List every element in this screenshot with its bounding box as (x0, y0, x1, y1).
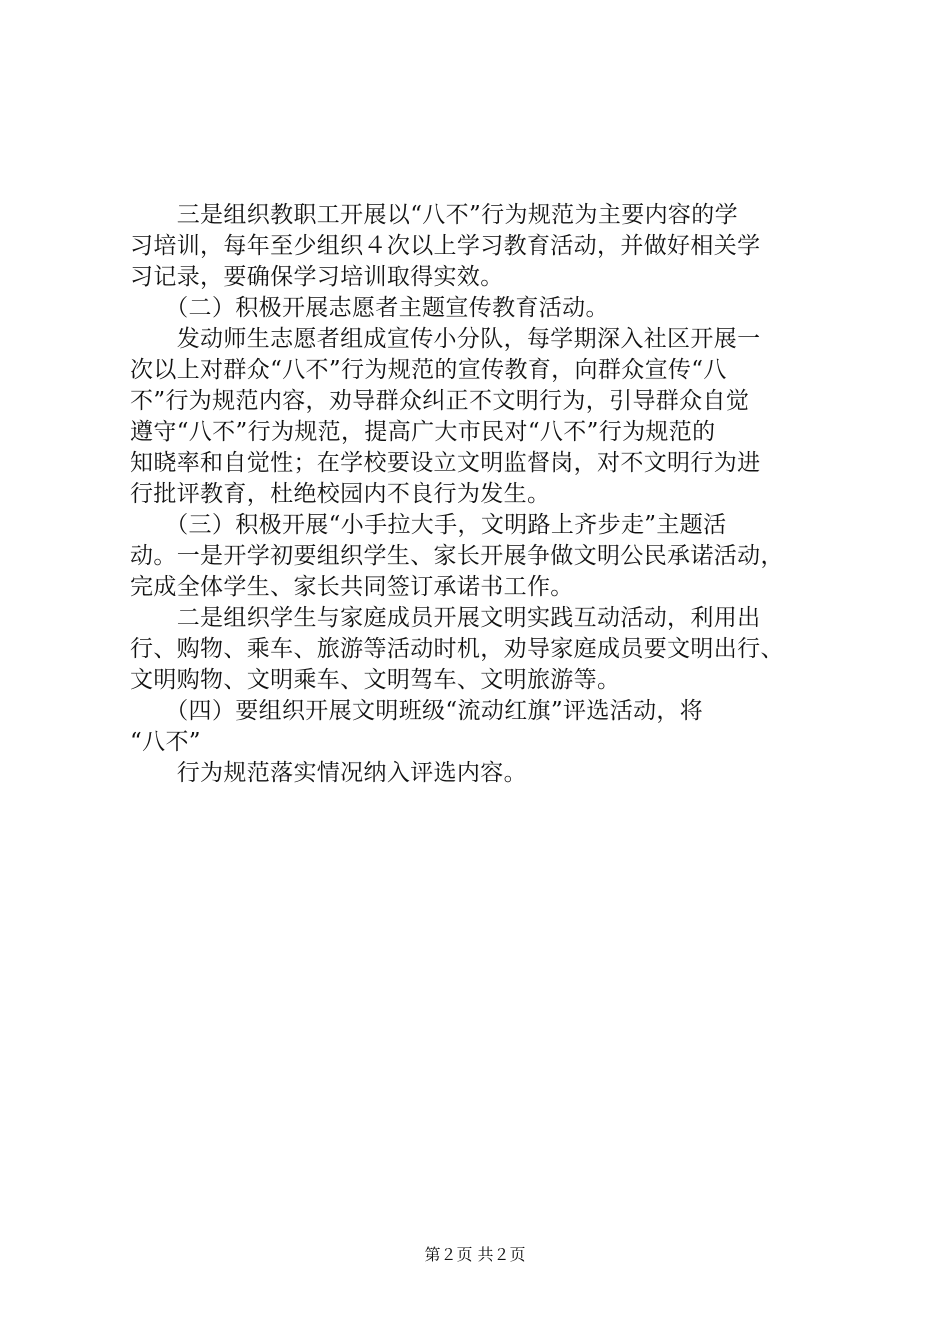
text-line: 发动师生志愿者组成宣传小分队，每学期深入社区开展一 (130, 326, 761, 352)
text-line: 行、购物、乘车、旅游等活动时机，劝导家庭成员要文明出行、 (130, 636, 784, 662)
text-line: 次以上对群众“八不”行为规范的宣传教育，向群众宣传“八 (130, 357, 727, 383)
text-line: 遵守“八不”行为规范，提高广大市民对“八不”行为规范的 (130, 419, 716, 445)
text-line: 行为规范落实情况纳入评选内容。 (130, 760, 527, 786)
text-line: 动。一是开学初要组织学生、家长开展争做文明公民承诺活动， (130, 543, 784, 569)
text-line: “八不” (130, 729, 201, 755)
text-line: 二是组织学生与家庭成员开展文明实践互动活动，利用出 (130, 605, 761, 631)
page-footer: 第２页 共２页 (424, 1245, 526, 1264)
text-line: 习培训，每年至少组织４次以上学习教育活动，并做好相关学 (130, 233, 761, 259)
text-line: 三是组织教职工开展以“八不”行为规范为主要内容的学 (130, 202, 738, 228)
text-line: 习记录，要确保学习培训取得实效。 (130, 264, 504, 290)
text-line: （三）积极开展“小手拉大手，文明路上齐步走”主题活 (130, 512, 727, 538)
text-line: 知晓率和自觉性；在学校要设立文明监督岗，对不文明行为进 (130, 450, 761, 476)
text-line: 文明购物、文明乘车、文明驾车、文明旅游等。 (130, 667, 621, 693)
text-line: （二）积极开展志愿者主题宣传教育活动。 (130, 295, 609, 321)
text-line: 不”行为规范内容，劝导群众纠正不文明行为，引导群众自觉 (130, 388, 750, 414)
body-text (130, 200, 830, 789)
text-line: （四）要组织开展文明班级“流动红旗”评选活动，将 (130, 698, 704, 724)
text-line: 行批评教育，杜绝校园内不良行为发生。 (130, 481, 551, 507)
text-line: 完成全体学生、家长共同签订承诺书工作。 (130, 574, 574, 600)
